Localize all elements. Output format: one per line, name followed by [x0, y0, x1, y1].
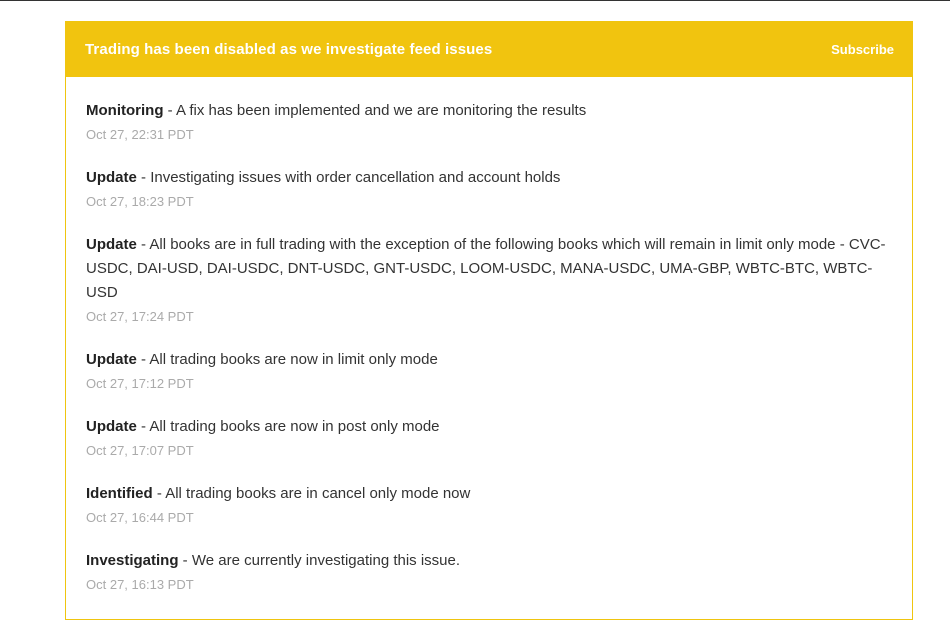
update-status: Identified [86, 485, 153, 502]
update-status: Update [86, 351, 137, 368]
update-message: Investigating issues with order cancellation and account holds [150, 169, 561, 186]
incident-updates [66, 77, 912, 593]
update-timestamp: Oct 27, 18:23 PDT [86, 194, 194, 209]
update-separator: - [136, 236, 150, 253]
update-separator: - [152, 485, 166, 502]
update-text [86, 348, 892, 372]
update-message: A fix has been implemented and we are monitoring the results [176, 102, 587, 119]
update-status: Investigating [86, 552, 179, 569]
subscribe-button[interactable]: Subscribe [831, 42, 894, 57]
incident-update [86, 415, 892, 459]
update-status: Update [86, 418, 137, 435]
update-text [86, 482, 892, 506]
incident-title: Trading has been disabled as we investigate feed issues [85, 41, 493, 58]
update-message: All trading books are in cancel only mode now [165, 485, 471, 502]
update-timestamp: Oct 27, 17:07 PDT [86, 443, 194, 458]
incident-card [65, 21, 913, 620]
update-message: We are currently investigating this issue. [191, 552, 461, 569]
update-message: All trading books are now in limit only mode [149, 351, 438, 368]
incident-update [86, 549, 892, 593]
update-timestamp: Oct 27, 16:44 PDT [86, 510, 194, 525]
incident-update [86, 99, 892, 143]
update-separator: - [178, 552, 192, 569]
update-separator: - [163, 102, 176, 119]
update-status: Monitoring [86, 102, 164, 119]
update-text [86, 415, 892, 439]
update-separator: - [136, 169, 151, 186]
update-timestamp: Oct 27, 17:24 PDT [86, 309, 194, 324]
update-status: Update [86, 169, 137, 186]
update-message: All books are in full trading with the exception of the following books which will remain in limit only mode - CVC-USDC, DAI-USD, DAI-USDC, DNT-USDC, GNT-USDC, LOOM-USDC, MANA-USDC, UMA-GBP, WBTC-BTC, WBTC-USD [86, 236, 886, 301]
update-timestamp: Oct 27, 22:31 PDT [86, 127, 194, 142]
update-timestamp: Oct 27, 16:13 PDT [86, 577, 194, 592]
top-divider [0, 0, 950, 1]
update-text [86, 99, 892, 123]
incident-header [66, 22, 912, 77]
incident-update [86, 348, 892, 392]
update-separator: - [136, 351, 150, 368]
update-separator: - [136, 418, 150, 435]
update-message: All trading books are now in post only mode [149, 418, 440, 435]
incident-update [86, 233, 892, 325]
update-timestamp: Oct 27, 17:12 PDT [86, 376, 194, 391]
update-text [86, 233, 892, 305]
update-status: Update [86, 236, 137, 253]
update-text [86, 549, 892, 573]
incident-update [86, 166, 892, 210]
incident-update [86, 482, 892, 526]
update-text [86, 166, 892, 190]
